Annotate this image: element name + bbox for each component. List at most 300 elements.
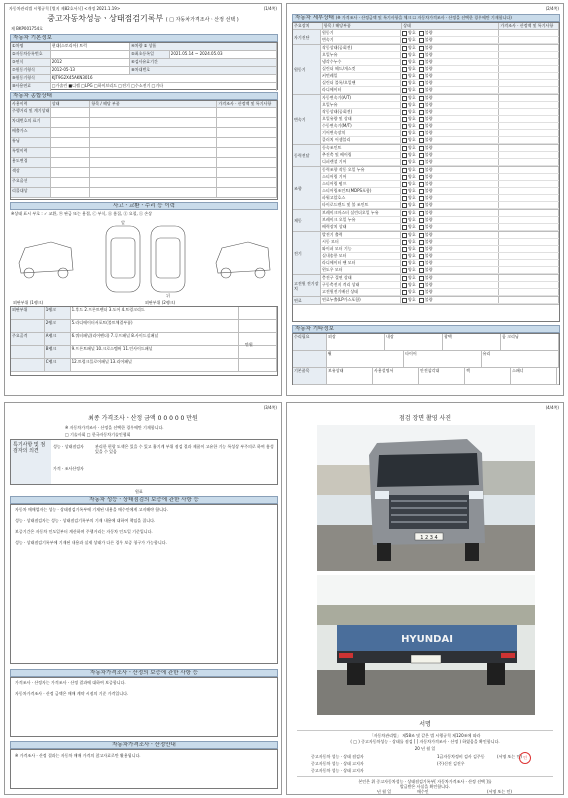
- truck-front-photo: [317, 425, 535, 571]
- detail-price: [499, 217, 559, 223]
- truck-rear-brand: HYUNDAI: [401, 634, 453, 645]
- detail-row: [321, 73, 559, 80]
- checkbox-icon: [419, 117, 424, 122]
- detail-group-items: [321, 275, 559, 296]
- state-option: [402, 87, 419, 92]
- checkbox-icon: [402, 124, 407, 129]
- state-label: 양호: [408, 282, 416, 287]
- state-option: [419, 159, 436, 164]
- status-row: [11, 138, 277, 148]
- status-row-state: [51, 108, 91, 117]
- detail-row: [321, 167, 559, 174]
- detail-item: 고전원전기배선 상태: [321, 289, 401, 295]
- price-note: ※ 자동차가격조사ㆍ산정을 선택한 경우에만 기재합니다.: [65, 425, 164, 430]
- detail-state: [401, 246, 499, 252]
- state-option: [419, 195, 436, 200]
- state-option: [402, 137, 419, 142]
- checkbox-icon: [419, 168, 424, 173]
- detail-price: [499, 102, 559, 108]
- checkbox-icon: [402, 38, 407, 43]
- state-label: 불량: [424, 181, 433, 186]
- detail-state: [401, 137, 499, 143]
- page-2: [286, 3, 564, 396]
- checkbox-icon: [419, 196, 424, 201]
- state-label: 양호: [408, 59, 416, 64]
- detail-price: [499, 202, 559, 208]
- detail-state: [401, 202, 499, 208]
- state-option: [419, 210, 436, 215]
- detail-row: [321, 109, 559, 116]
- detail-price: [499, 246, 559, 252]
- detail-price: [499, 282, 559, 288]
- header-item: 항목 / 해당 부품: [90, 101, 217, 107]
- state-label: 불량: [424, 159, 433, 164]
- state-option: [419, 123, 436, 128]
- state-label: 불량: [424, 210, 433, 215]
- state-option: [419, 52, 436, 57]
- sign-date: 20 년 월 일: [414, 746, 436, 751]
- state-label: 양호: [408, 152, 416, 157]
- detail-group-name: 변속기: [293, 95, 321, 144]
- final-price-label: 최종 가격조사ㆍ산정 금액: [88, 415, 156, 422]
- detail-item: 와이퍼 모터 기능: [321, 246, 401, 252]
- state-option: [419, 116, 436, 121]
- checkbox-icon: [402, 117, 407, 122]
- checkbox-icon: [419, 81, 424, 86]
- state-option: [402, 109, 419, 114]
- detail-item: 라디에이터 팬 모터: [321, 260, 401, 266]
- checkbox-icon: [419, 218, 424, 223]
- detail-state: [401, 80, 499, 86]
- checkbox-icon: [419, 283, 424, 288]
- state-label: 불량: [424, 289, 433, 294]
- checkbox-icon: [402, 211, 407, 216]
- detail-group: [293, 210, 559, 232]
- state-option: [402, 145, 419, 150]
- checkbox-icon: [402, 203, 407, 208]
- checkbox-icon: [402, 96, 407, 101]
- checkbox-icon: [419, 74, 424, 79]
- parts-list: 5.라디에이터서포트(볼트체결부품): [71, 320, 240, 332]
- detail-price: [499, 37, 559, 43]
- state-label: 불량: [424, 80, 433, 85]
- detail-row: [321, 137, 559, 144]
- state-label: 불량: [424, 59, 433, 64]
- state-label: 양호: [408, 267, 416, 272]
- checkbox-icon: [402, 103, 407, 108]
- state-label: 양호: [408, 45, 416, 50]
- status-row-item: [90, 178, 217, 187]
- buyer-label: 매수인: [417, 789, 429, 794]
- basic-row: [11, 59, 277, 67]
- notice2-list: [11, 678, 277, 704]
- notice-list: [11, 505, 277, 553]
- detail-state: [401, 66, 499, 72]
- detail-row: [321, 246, 559, 253]
- checkbox-icon: [402, 110, 407, 115]
- detail-row: [321, 59, 559, 66]
- page-4: [286, 402, 564, 795]
- detail-group-name: 원동기: [293, 45, 321, 94]
- detail-row: [321, 267, 559, 274]
- status-row-label: 특별이력: [11, 148, 51, 157]
- detail-item: 추진축 및 베어링: [321, 152, 401, 158]
- detail-row: [321, 145, 559, 152]
- sign-row-1-name: 1급자동차정비 검사 김주동: [437, 754, 485, 759]
- detail-item: 시동 모터: [321, 239, 401, 245]
- detail-state: [401, 253, 499, 259]
- state-label: 양호: [408, 253, 416, 258]
- state-option: [402, 253, 419, 258]
- detail-state: [401, 232, 499, 238]
- status-row-state: [51, 118, 91, 127]
- detail-item: 작동상태(공회전): [321, 109, 401, 115]
- checkbox-icon: [419, 153, 424, 158]
- state-option: [419, 174, 436, 179]
- label-engine-type: ⑦원동기형식: [11, 67, 51, 74]
- state-label: 불량: [424, 224, 433, 229]
- detail-price: [499, 59, 559, 65]
- detail-price: [499, 66, 559, 72]
- state-option: [402, 116, 419, 121]
- detail-group: [293, 45, 559, 95]
- state-option: [419, 167, 436, 172]
- detail-item: 자동변속기(A/T): [321, 95, 401, 101]
- state-option: [419, 87, 436, 92]
- basic-row: [11, 43, 277, 51]
- page-number: (2/4쪽): [545, 6, 559, 11]
- page-1: [4, 3, 282, 396]
- basic-row: [11, 75, 277, 83]
- detail-item: 브레이크 오일 누유: [321, 217, 401, 223]
- state-option: [419, 45, 436, 50]
- detail-state: [401, 267, 499, 273]
- state-label: 불량: [424, 282, 433, 287]
- state-option: [402, 202, 419, 207]
- page-number: (1/4쪽): [263, 6, 277, 11]
- status-row: [11, 108, 277, 118]
- detail-table: [292, 22, 560, 322]
- detail-state: [401, 130, 499, 136]
- detail-item: 동력조향 작동 오일 누유: [321, 167, 401, 173]
- detail-group-items: [321, 232, 559, 274]
- legend-label: 외판부위 (2랭크): [145, 300, 176, 305]
- title-subtitle: ( □ 자동차가격조사ㆍ산정 선택 ): [165, 17, 239, 23]
- status-row-label: 리콜대상: [11, 188, 51, 197]
- state-option: [402, 159, 419, 164]
- basic-info-table: [10, 42, 278, 90]
- notice-box: [10, 504, 278, 664]
- detail-state: [401, 73, 499, 79]
- detail-state: [401, 275, 499, 281]
- detail-price: [499, 181, 559, 187]
- other-cell: 안전삼각대: [419, 368, 465, 384]
- checkbox-icon: [419, 268, 424, 273]
- state-label: 불량: [424, 253, 433, 258]
- detail-price: [499, 297, 559, 303]
- footer-text: ※ 가격조사ㆍ산정 결과는 자동차 매매 가격의 참고자료로만 활용됩니다.: [15, 753, 141, 758]
- sign-label: 원표: [135, 489, 143, 494]
- state-label: 양호: [408, 30, 416, 35]
- detail-row: [321, 232, 559, 239]
- state-option: [402, 152, 419, 157]
- detail-item: 브레이크마스터 실린더오일 누유: [321, 210, 401, 216]
- status-row-price: [217, 128, 277, 137]
- receipt-text-2: 발급받은 사실을 확인합니다.: [399, 784, 451, 789]
- detail-state: [401, 195, 499, 201]
- checkbox-icon: [402, 298, 407, 303]
- page-number: (4/4쪽): [545, 405, 559, 410]
- detail-row: [321, 45, 559, 52]
- state-label: 양호: [408, 73, 416, 78]
- state-label: 양호: [408, 239, 416, 244]
- checkbox-icon: [419, 60, 424, 65]
- state-label: 불량: [424, 116, 433, 121]
- state-label: 양호: [408, 109, 416, 114]
- parts-row: [11, 346, 277, 359]
- detail-row: [321, 80, 559, 87]
- state-option: [402, 289, 419, 294]
- state-option: [402, 224, 419, 229]
- label-inspect-valid: ⑥검사유효기간: [130, 59, 277, 66]
- state-label: 양호: [408, 210, 416, 215]
- detail-item: 라디에이터: [321, 87, 401, 93]
- detail-state: [401, 181, 499, 187]
- state-option: [402, 95, 419, 100]
- checkbox-icon: [402, 175, 407, 180]
- detail-price: [499, 137, 559, 143]
- checkbox-icon: [402, 218, 407, 223]
- state-option: [402, 123, 419, 128]
- state-label: 불량: [424, 174, 433, 179]
- parts-row: [11, 320, 277, 333]
- state-option: [402, 167, 419, 172]
- detail-state: [401, 159, 499, 165]
- parts-list: 1.후드 2.프론트펜더 3.도어 4.트렁크리드: [71, 307, 240, 319]
- detail-state: [401, 52, 499, 58]
- state-label: 불량: [424, 37, 433, 42]
- state-label: 양호: [408, 130, 416, 135]
- state-option: [419, 275, 436, 280]
- detail-row: [321, 239, 559, 246]
- final-price-title: [5, 415, 281, 422]
- parts-group: [11, 359, 45, 371]
- status-row-item: [90, 128, 217, 137]
- detail-group-name: 전기: [293, 232, 321, 274]
- detail-item: 스티어링 기어: [321, 174, 401, 180]
- parts-list: 6.쿼터패널(리어펜더) 7.루프패널 8.사이드실패널: [71, 333, 240, 345]
- checkbox-icon: [419, 138, 424, 143]
- checkbox-icon: [402, 182, 407, 187]
- state-label: 불량: [424, 137, 433, 142]
- status-table: [10, 100, 278, 200]
- state-label: 양호: [408, 167, 416, 172]
- detail-state: [401, 123, 499, 129]
- status-row-label: 배출가스: [11, 128, 51, 137]
- checkbox-icon: [419, 211, 424, 216]
- detail-price: [499, 260, 559, 266]
- detail-row: [321, 87, 559, 94]
- notice2-title: 자동차가격조사ㆍ산정의 보증에 관한 사항 등: [10, 669, 278, 677]
- special-table: [10, 439, 278, 485]
- checkbox-icon: [402, 189, 407, 194]
- label-reg-number: ②자동차등록번호: [11, 51, 51, 58]
- checkbox-icon: [419, 233, 424, 238]
- state-option: [419, 130, 436, 135]
- other-cell: 유리: [482, 351, 559, 367]
- other-cell: 룸 크리닝: [501, 334, 559, 350]
- detail-group-name: 조향: [293, 167, 321, 209]
- status-row-state: [51, 138, 91, 147]
- detail-item: 충전구 절연 상태: [321, 275, 401, 281]
- other-rows: [293, 334, 559, 385]
- title-text: 중고자동차성능ㆍ상태점검기록부: [47, 14, 164, 23]
- label-car-name: ①차명: [11, 43, 51, 50]
- section-accident: 사고ㆍ교환ㆍ수리 등 이력: [10, 202, 278, 210]
- status-row: [11, 128, 277, 138]
- state-label: 불량: [424, 109, 433, 114]
- detail-price: [499, 87, 559, 93]
- state-option: [419, 224, 436, 229]
- value-reg-number: [51, 51, 130, 58]
- state-option: [402, 66, 419, 71]
- detail-state: [401, 260, 499, 266]
- state-label: 불량: [424, 130, 433, 135]
- status-row-item: [90, 168, 217, 177]
- state-label: 불량: [424, 145, 433, 150]
- page-3: [4, 402, 282, 795]
- status-row-item: [90, 108, 217, 117]
- other-cell: 타이어: [404, 351, 481, 367]
- other-row: [293, 368, 559, 385]
- label-year: ③연식: [11, 59, 51, 66]
- checkbox-icon: [419, 103, 424, 108]
- detail-state: [401, 174, 499, 180]
- detail-item: 연료누출(LP가스포함): [321, 297, 401, 303]
- state-option: [402, 30, 419, 35]
- basic-row: [11, 83, 277, 91]
- status-row-price: [217, 168, 277, 177]
- detail-item: 냉각수누수: [321, 59, 401, 65]
- checkbox-icon: [419, 189, 424, 194]
- state-label: 불량: [424, 195, 433, 200]
- checkbox-icon: [419, 88, 424, 93]
- parts-group: [11, 320, 45, 332]
- detail-item: 실내송풍 모터: [321, 253, 401, 259]
- parts-price: [239, 346, 277, 358]
- other-cell: 수리필요: [293, 334, 327, 350]
- state-label: 불량: [424, 167, 433, 172]
- status-row-price: [217, 188, 277, 197]
- checkbox-icon: [419, 290, 424, 295]
- special-label: 특기사항 및 점검자의 의견: [11, 440, 51, 484]
- status-row-price: [217, 148, 277, 157]
- other-cell: 휠: [327, 351, 404, 367]
- state-label: 양호: [408, 246, 416, 251]
- other-row: [293, 351, 559, 368]
- detail-price: [499, 188, 559, 194]
- status-row-state: [51, 158, 91, 167]
- sign-mark: (서명 또는 인): [497, 754, 522, 759]
- other-cell: 기본품목: [293, 368, 327, 384]
- state-option: [419, 239, 436, 244]
- footer-box: [10, 749, 278, 789]
- detail-state: [401, 37, 499, 43]
- state-option: [402, 181, 419, 186]
- other-table: [292, 333, 560, 385]
- status-row: [11, 148, 277, 158]
- state-label: 양호: [408, 37, 416, 42]
- parts-rank: 1랭크: [45, 307, 71, 319]
- special-row-1: 성능ㆍ상태점검자: [53, 444, 84, 449]
- state-option: [419, 181, 436, 186]
- state-label: 불량: [424, 239, 433, 244]
- state-label: 양호: [408, 188, 416, 193]
- detail-group: [293, 275, 559, 297]
- association-check: □ 기술사회 □ 한국자동차기술인협회: [65, 432, 131, 437]
- detail-title: 자동차 세부상태: [295, 15, 334, 21]
- detail-row: [321, 188, 559, 195]
- parts-list: 9.프론트패널 10.크로스멤버 11.인사이드패널: [71, 346, 240, 358]
- header-item: 항목 / 해당부품: [323, 23, 402, 29]
- state-option: [402, 297, 419, 302]
- checkbox-icon: [419, 38, 424, 43]
- notice2-box: [10, 677, 278, 737]
- state-option: [402, 232, 419, 237]
- sign-row-2-label: 중고자동차 성능ㆍ상태 고지자: [311, 761, 364, 766]
- detail-item: 스티어링조인트(MDPS포함): [321, 188, 401, 194]
- state-label: 양호: [408, 102, 416, 107]
- parts-list: 12.트렁크플로어패널 13.리어패널: [71, 359, 240, 371]
- state-label: 양호: [408, 181, 416, 186]
- state-label: 양호: [408, 137, 416, 142]
- detail-item: 등속조인트: [321, 145, 401, 151]
- checkbox-icon: [402, 160, 407, 165]
- car-label-rear: 뒤: [166, 293, 170, 298]
- detail-row: [321, 123, 559, 130]
- detail-item: 실린더 블록/오일팬: [321, 80, 401, 86]
- state-option: [419, 232, 436, 237]
- sign-row-3-label: 중고자동차 성능ㆍ상태 고지자: [311, 768, 364, 773]
- label-engine: ⑨원동기형식: [11, 75, 51, 82]
- buyer-mark: (서명 또는 인): [487, 789, 512, 794]
- state-option: [402, 267, 419, 272]
- detail-state: [401, 45, 499, 51]
- detail-note: (※ 가격조사ㆍ산정금액 및 특기사항을 체크 ☐ 자동차가격조사ㆍ산정을 선택한 경우에만 기재합니다): [335, 15, 512, 20]
- detail-group: [293, 167, 559, 210]
- detail-group: [293, 95, 559, 145]
- car-diagram: [11, 218, 277, 298]
- state-option: [402, 195, 419, 200]
- detail-state: [401, 145, 499, 151]
- basic-row: [11, 51, 277, 59]
- detail-price: [499, 130, 559, 136]
- detail-price: [499, 159, 559, 165]
- header-state: 상태: [51, 101, 91, 107]
- status-row-price: [217, 108, 277, 117]
- detail-state: [401, 188, 499, 194]
- detail-state: [401, 289, 499, 295]
- detail-row: [321, 66, 559, 73]
- state-label: 양호: [408, 289, 416, 294]
- state-option: [402, 246, 419, 251]
- other-row: [293, 334, 559, 351]
- detail-price: [499, 239, 559, 245]
- detail-row: [321, 102, 559, 109]
- state-option: [402, 275, 419, 280]
- detail-item: 기어변속장치: [321, 130, 401, 136]
- state-option: [419, 289, 436, 294]
